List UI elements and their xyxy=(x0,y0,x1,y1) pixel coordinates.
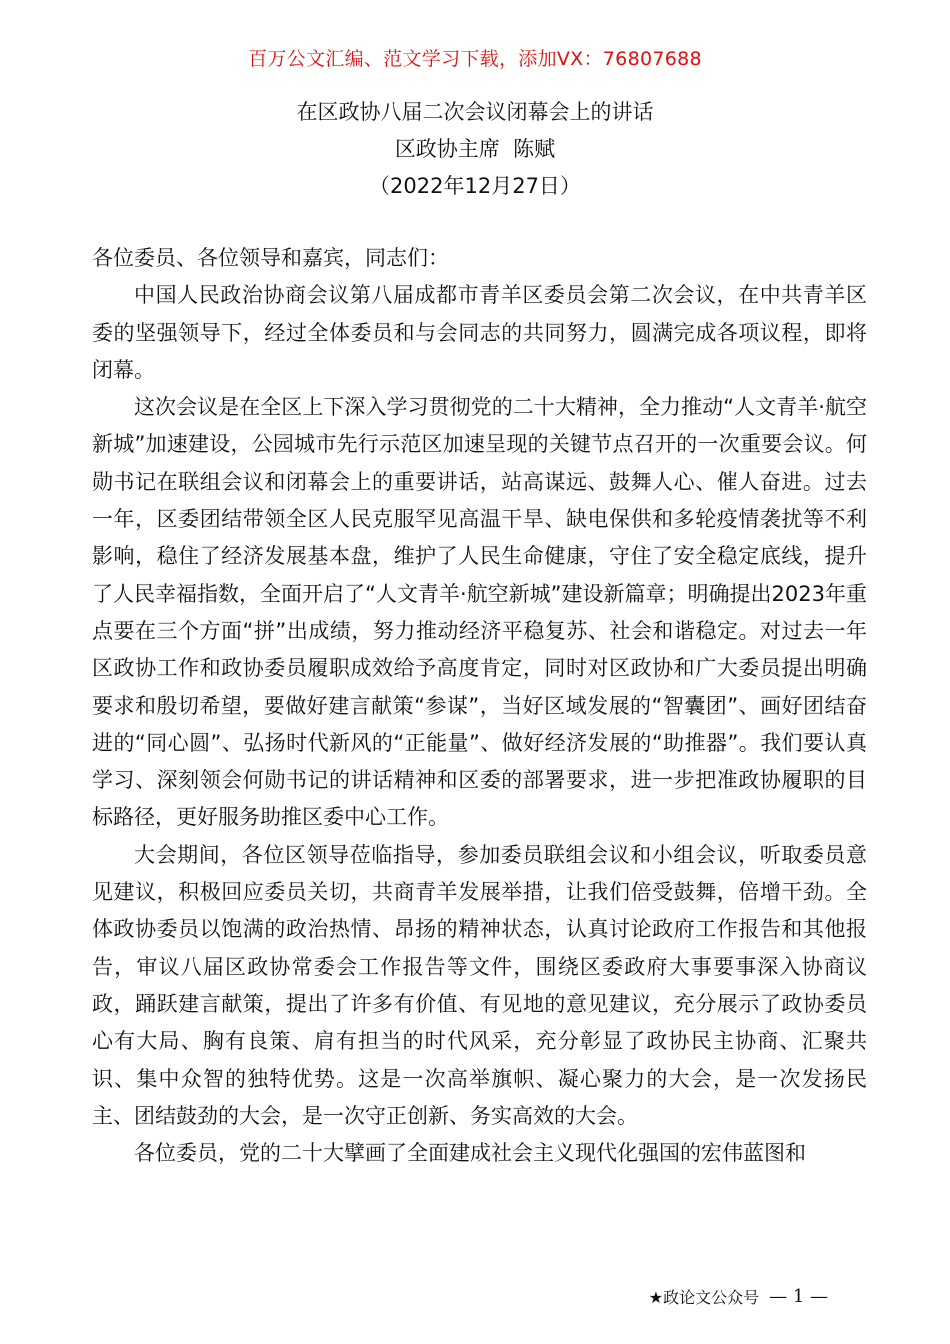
document-date: （2022年12月27日） xyxy=(369,174,581,198)
download-banner: 百万公文汇编、范文学习下载，添加VX：76807688 xyxy=(248,48,702,70)
footer-source: ★政论文公众号 xyxy=(648,1288,760,1307)
body-paragraph: 这次会议是在全区上下深入学习贯彻党的二十大精神，全力推动“人文青羊·航空新城”加速建设，公园城市先行示范区加速呈现的关键节点召开的一次重要会议。何勋书记在联组会议和闭幕会上的重要讲话，站高谋远、鼓舞人心、催人奋进。过去一年，区委团结带领全区人民克服罕见高温干旱、缺电保供和多轮疫情袭扰等不利影响，稳住了经济发展基本盘，维护了人民生命健康，守住了安全稳定底线，提升了人民幸福指数，全面开启了“人文青羊·航空新城”建设新篇章；明确提出2023年重点要在三个方面“拼”出成绩，努力推动经济平稳复苏、社会和谐稳定。对过去一年区政协工作和政协委员履职成效给予高度肯定，同时对区政协和广大委员提出明确要求和殷切希望，要做好建言献策“参谋”，当好区域发展的“智囊团”、画好团结奋进的“同心圆”、弘扬时代新风的“正能量”、做好经济发展的“助推器”。我们要认真学习、深刻领会何勋书记的讲话精神和区委的部署要求，进一步把准政协履职的目标路径，更好服务助推区委中心工作。 xyxy=(92,395,867,830)
document-header xyxy=(0,94,950,205)
page-footer xyxy=(649,1285,828,1308)
salutation: 各位委员、各位领导和嘉宾，同志们： xyxy=(92,246,449,270)
body-paragraph: 大会期间，各位区领导莅临指导，参加委员联组会议和小组会议，听取委员意见建议，积极回应委员关切，共商青羊发展举措，让我们倍受鼓舞，倍增干劲。全体政协委员以饱满的政治热情、昂扬的精神状态，认真讨论政府工作报告和其他报告，审议八届区政协常委会工作报告等文件，围绕区委政府大事要事深入协商议政，踊跃建言献策，提出了许多有价值、有见地的意见建议，充分展示了政协委员心有大局、胸有良策、肩有担当的时代风采，充分彰显了政协民主协商、汇聚共识、集中众智的独特优势。这是一次高举旗帜、凝心聚力的大会，是一次发扬民主、团结鼓劲的大会，是一次守正创新、务实高效的大会。 xyxy=(92,842,867,1128)
body-paragraph: 中国人民政治协商会议第八届成都市青羊区委员会第二次会议，在中共青羊区委的坚强领导下，经过全体委员和与会同志的共同努力，圆满完成各项议程，即将闭幕。 xyxy=(92,283,867,382)
document-author: 区政协主席 陈赋 xyxy=(394,137,556,161)
document-body xyxy=(92,240,867,1172)
document-title: 在区政协八届二次会议闭幕会上的讲话 xyxy=(296,100,654,124)
page-number: — 1 — xyxy=(769,1286,828,1307)
body-paragraph: 各位委员，党的二十大擘画了全面建成社会主义现代化强国的宏伟蓝图和 xyxy=(134,1141,806,1166)
